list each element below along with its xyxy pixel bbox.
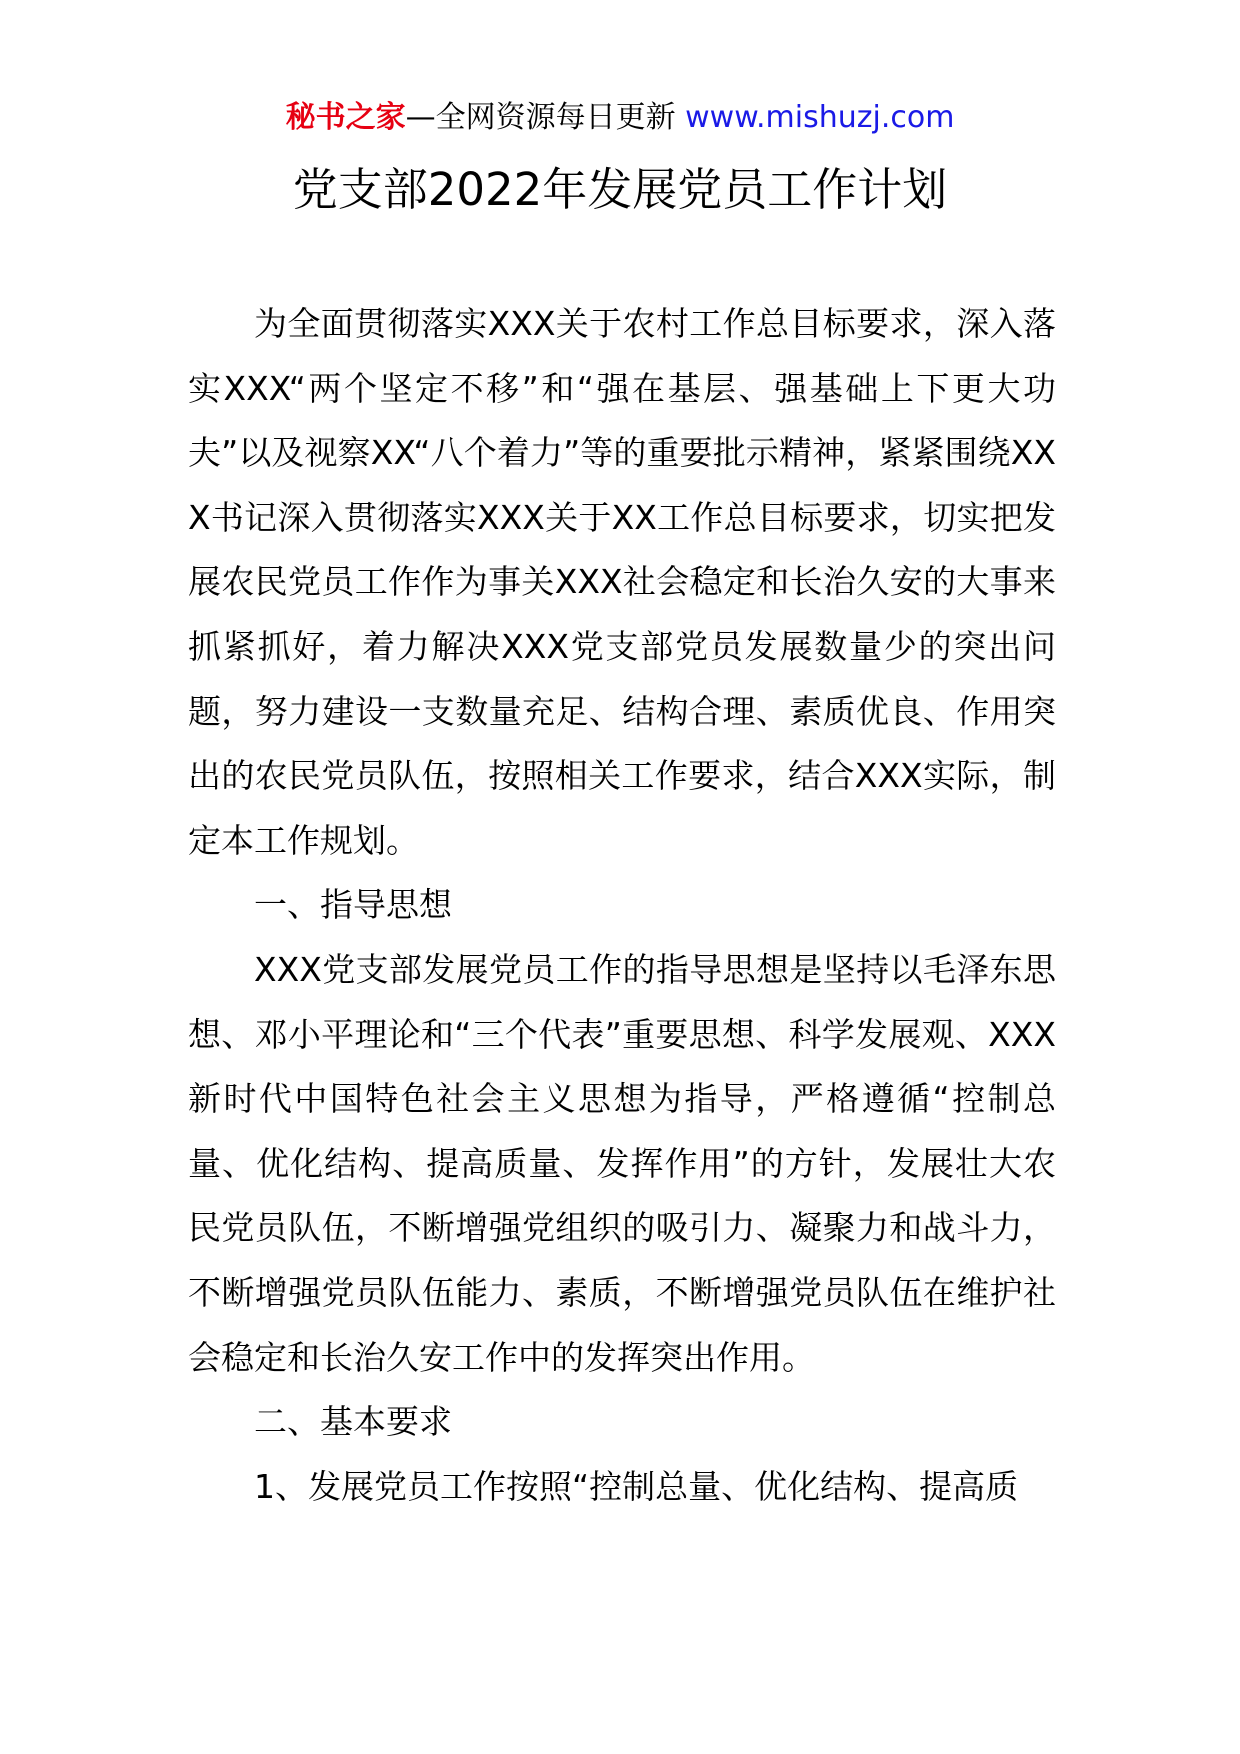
document-body: [188, 292, 1056, 1519]
site-url-link[interactable]: www.mishuzj.com: [685, 100, 955, 135]
brand-slogan: —全网资源每日更新: [405, 100, 676, 135]
section-heading-basic-requirements: 二、基本要求: [254, 1402, 452, 1442]
watermark-header: [0, 98, 1240, 138]
brand-name: 秘书之家: [285, 100, 406, 135]
section-heading-guiding-ideology: 一、指导思想: [254, 885, 452, 925]
intro-paragraph: 为全面贯彻落实XXX关于农村工作总目标要求，深入落实XXX“两个坚定不移”和“强在基层、强基础上下更大功夫”以及视察XX“八个着力”等的重要批示精神，紧紧围绕XXX书记深入贯彻落实XXX关于XX工作总目标要求，切实把发展农民党员工作作为事关XXX社会稳定和长治久安的大事来抓紧抓好，着力解决XXX党支部党员发展数量少的突出问题，努力建设一支数量充足、结构合理、素质优良、作用突出的农民党员队伍，按照相关工作要求，结合XXX实际，制定本工作规划。: [188, 304, 1056, 860]
basic-requirements-item-1: 1、发展党员工作按照“控制总量、优化结构、提高质: [254, 1466, 1019, 1506]
document-title: 党支部2022年发展党员工作计划: [292, 163, 948, 216]
guiding-ideology-paragraph: XXX党支部发展党员工作的指导思想是坚持以毛泽东思想、邓小平理论和“三个代表”重要思想、科学发展观、XXX新时代中国特色社会主义思想为指导，严格遵循“控制总量、优化结构、提高质量、发挥作用”的方针，发展壮大农民党员队伍，不断增强党组织的吸引力、凝聚力和战斗力，不断增强党员队伍能力、素质，不断增强党员队伍在维护社会稳定和长治久安工作中的发挥突出作用。: [188, 949, 1056, 1377]
